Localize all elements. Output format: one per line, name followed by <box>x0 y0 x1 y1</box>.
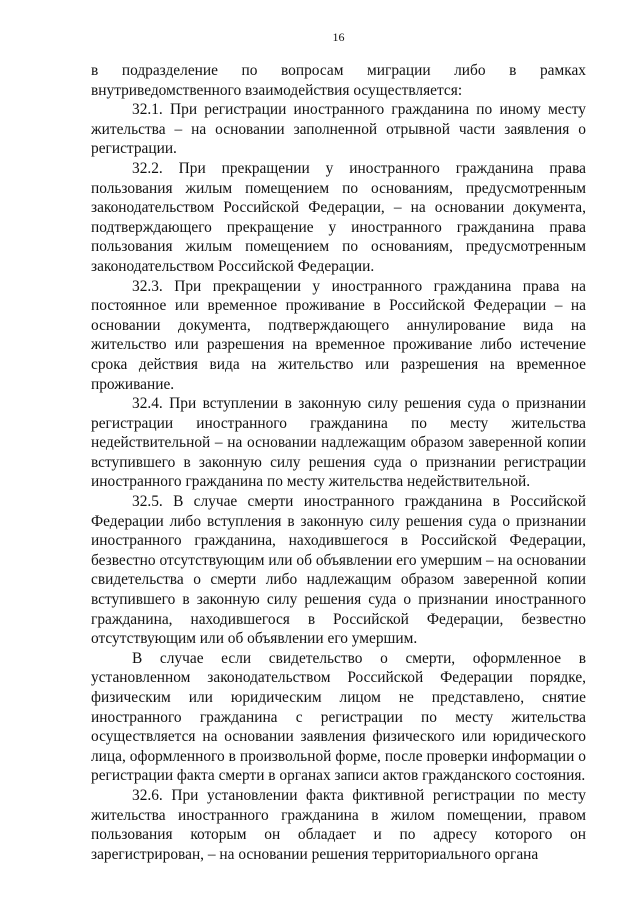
paragraph-intro: в подразделение по вопросам миграции либо в рамках внутриведомственного взаимодействия осуществляется: <box>91 62 586 99</box>
paragraph-32-2: 32.2. При прекращении у иностранного гражданина права пользования жилым помещением по основаниям, предусмотренным законодательством Российской Федерации, – на основании документа, подтверждающего прекращение у иностранного гражданина права пользования жилым помещением по основаниям, предусмотренным законодательством Российской Федерации. <box>91 159 586 275</box>
paragraph-32-6: 32.6. При установлении факта фиктивной регистрации по месту жительства иностранного гражданина в жилом помещении, правом пользования которым он обладает и по адресу которого он зарегистрирован, – на основании решения территориального органа <box>91 786 586 863</box>
paragraph-32-4: 32.4. При вступлении в законную силу решения суда о признании регистрации иностранного гражданина по месту жительства недействительной – на основании надлежащим образом заверенной копии вступившего в законную силу решения суда о признании регистрации иностранного гражданина по месту жительства недействительной. <box>91 395 586 491</box>
paragraph-32-3: 32.3. При прекращении у иностранного гражданина права на постоянное или временное проживание в Российской Федерации – на основании документа, подтверждающего аннулирование вида на жительство или разрешения на временное проживание либо истечение срока действия вида на жительство или разрешения на временное проживание. <box>91 277 586 393</box>
page-number: 16 <box>332 30 345 44</box>
paragraph-32-1: 32.1. При регистрации иностранного гражданина по иному месту жительства – на основании заполненной отрывной части заявления о регистрации. <box>91 101 586 158</box>
paragraph-32-5: 32.5. В случае смерти иностранного гражданина в Российской Федерации либо вступления в законную силу решения суда о признании иностранного гражданина, находившегося в Российской Федерации, безвестно отсутствующим или об объявлении его умершим – на основании свидетельства о смерти либо надлежащим образом заверенной копии вступившего в законную силу решения суда о признании иностранного гражданина, находившегося в Российской Федерации, безвестно отсутствующим или об объявлении его умершим. <box>91 493 586 648</box>
paragraph-death-certificate: В случае если свидетельство о смерти, оформленное в установленном законодательством Российской Федерации порядке, физическим или юридическим лицом не представлено, снятие иностранного гражданина с регистрации по месту жительства осуществляется на основании заявления физического или юридического лица, оформленного в произвольной форме, после проверки информации о регистрации факта смерти в органах записи актов гражданского состояния. <box>91 649 586 785</box>
